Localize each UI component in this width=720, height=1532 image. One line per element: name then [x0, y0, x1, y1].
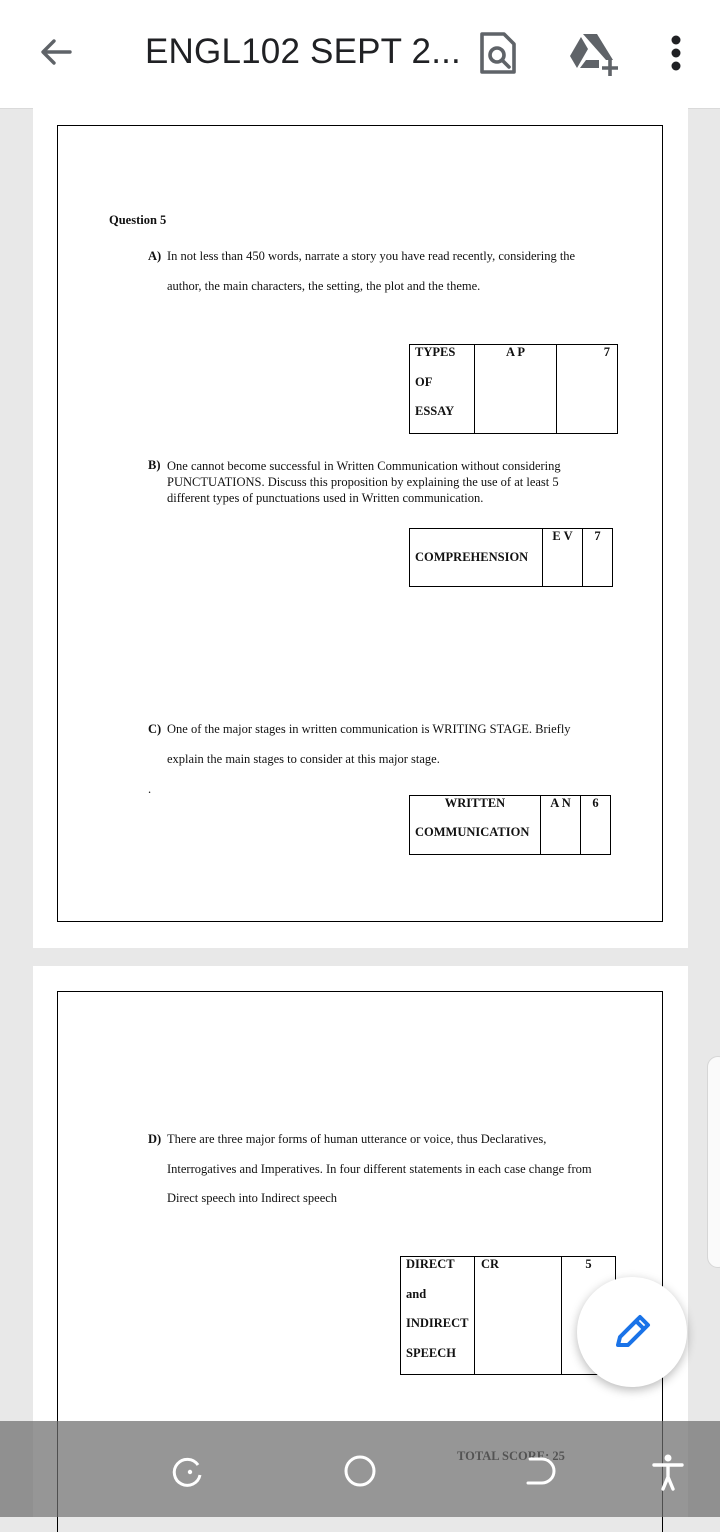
stray-mark: .: [148, 782, 152, 796]
score-table-b: [409, 528, 613, 587]
part-a-letter: A): [148, 249, 162, 263]
part-b-line-3: different types of punctuations used in Written communication.: [167, 491, 484, 505]
part-b-line-1: One cannot become successful in Written Communication without considering: [167, 459, 561, 473]
marks-value: 7: [583, 529, 613, 587]
marks-value: 5: [562, 1257, 616, 1375]
app-bar: [0, 0, 720, 109]
cognitive-level-code: A N: [541, 796, 581, 855]
back-arrow-icon[interactable]: [34, 30, 78, 74]
label-line: COMMUNICATION: [415, 825, 530, 839]
part-c-line-1: One of the major stages in written communication is WRITING STAGE. Briefly: [167, 722, 571, 736]
accessibility-icon[interactable]: [648, 1451, 688, 1491]
pencil-edit-icon: [610, 1313, 654, 1353]
label-line: TYPES: [415, 345, 456, 359]
marks-value: 6: [581, 796, 611, 855]
score-table-a: [409, 344, 618, 434]
part-a-line-1: In not less than 450 words, narrate a story you have read recently, considering the: [167, 249, 576, 263]
part-b-line-2: PUNCTUATIONS. Discuss this proposition by explaining the use of at least 5: [167, 475, 559, 489]
edit-button[interactable]: [577, 1277, 687, 1387]
part-b-letter: B): [148, 458, 161, 472]
back-nav-icon[interactable]: [518, 1451, 558, 1491]
more-vert-icon[interactable]: [664, 30, 688, 76]
label-line: and: [406, 1287, 427, 1301]
edge-panel-handle[interactable]: [707, 1056, 720, 1268]
marks-value: 7: [557, 345, 618, 434]
label-line: ESSAY: [415, 404, 455, 418]
score-label-cell: COMPREHENSION: [410, 529, 543, 587]
cognitive-level-code: E V: [543, 529, 583, 587]
label-line: DIRECT: [406, 1257, 455, 1271]
part-d-line-3: Direct speech into Indirect speech: [167, 1191, 338, 1205]
cognitive-level-code: CR: [475, 1257, 562, 1375]
document-page-1: [33, 108, 688, 948]
score-label-cell: [401, 1257, 475, 1375]
score-table-c: [409, 795, 611, 855]
home-icon[interactable]: [340, 1451, 380, 1491]
add-to-drive-icon[interactable]: [566, 30, 620, 76]
recent-apps-icon[interactable]: [168, 1451, 208, 1491]
part-c-line-2: explain the main stages to consider at this major stage.: [167, 752, 440, 766]
cognitive-level-code: A P: [475, 345, 557, 434]
part-d-line-2: Interrogatives and Imperatives. In four different statements in each case change from: [167, 1162, 592, 1176]
label-line: WRITTEN: [444, 796, 506, 810]
label-line: OF: [415, 375, 433, 389]
find-in-page-icon[interactable]: [476, 30, 520, 76]
document-title: ENGL102 SEPT 2...: [145, 32, 461, 71]
part-d-line-1: There are three major forms of human utterance or voice, thus Declaratives,: [167, 1132, 547, 1146]
system-navigation-bar: [0, 1421, 720, 1517]
question-heading: Question 5: [109, 213, 167, 227]
part-a-line-2: author, the main characters, the setting, the plot and the theme.: [167, 279, 481, 293]
score-label-cell: [410, 796, 541, 855]
score-label-cell: [410, 345, 475, 434]
part-d-letter: D): [148, 1132, 162, 1146]
part-c-letter: C): [148, 722, 162, 736]
label-line: INDIRECT: [406, 1316, 469, 1330]
label-line: SPEECH: [406, 1346, 457, 1360]
